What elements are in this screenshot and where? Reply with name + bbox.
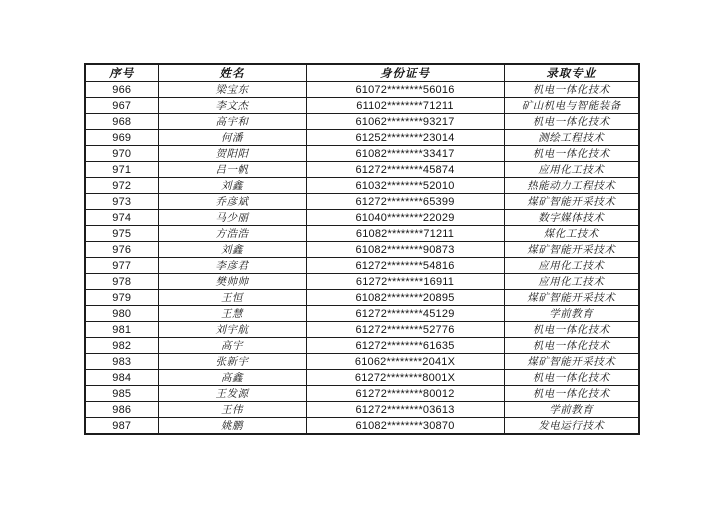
cell-id-number: 61272********03613 bbox=[306, 402, 504, 418]
col-header-major: 录取专业 bbox=[504, 64, 639, 82]
cell-id-number: 61062********93217 bbox=[306, 114, 504, 130]
cell-name: 刘宇航 bbox=[158, 322, 306, 338]
table-row bbox=[85, 306, 639, 322]
cell-serial-no: 986 bbox=[85, 402, 158, 418]
cell-id-number: 61082********20895 bbox=[306, 290, 504, 306]
cell-serial-no: 971 bbox=[85, 162, 158, 178]
cell-id-number: 61040********22029 bbox=[306, 210, 504, 226]
cell-name: 贺阳阳 bbox=[158, 146, 306, 162]
cell-name: 姚鹏 bbox=[158, 418, 306, 435]
table-body bbox=[85, 82, 639, 435]
cell-name: 方浩浩 bbox=[158, 226, 306, 242]
cell-name: 吕一帆 bbox=[158, 162, 306, 178]
cell-name: 高宇 bbox=[158, 338, 306, 354]
table-header-row bbox=[85, 64, 639, 82]
cell-serial-no: 985 bbox=[85, 386, 158, 402]
table-row bbox=[85, 130, 639, 146]
cell-major: 测绘工程技术 bbox=[504, 130, 639, 146]
table-row bbox=[85, 162, 639, 178]
cell-name: 王慧 bbox=[158, 306, 306, 322]
cell-major: 煤矿智能开采技术 bbox=[504, 242, 639, 258]
cell-id-number: 61252********23014 bbox=[306, 130, 504, 146]
cell-id-number: 61272********16911 bbox=[306, 274, 504, 290]
cell-serial-no: 980 bbox=[85, 306, 158, 322]
cell-id-number: 61082********33417 bbox=[306, 146, 504, 162]
cell-major: 机电一体化技术 bbox=[504, 82, 639, 98]
cell-id-number: 61272********61635 bbox=[306, 338, 504, 354]
cell-name: 张新宇 bbox=[158, 354, 306, 370]
cell-name: 马少丽 bbox=[158, 210, 306, 226]
cell-name: 王发源 bbox=[158, 386, 306, 402]
cell-name: 王恒 bbox=[158, 290, 306, 306]
cell-name: 李彦君 bbox=[158, 258, 306, 274]
cell-major: 机电一体化技术 bbox=[504, 386, 639, 402]
cell-major: 煤化工技术 bbox=[504, 226, 639, 242]
cell-major: 矿山机电与智能装备 bbox=[504, 98, 639, 114]
cell-id-number: 61272********54816 bbox=[306, 258, 504, 274]
cell-id-number: 61032********52010 bbox=[306, 178, 504, 194]
cell-major: 应用化工技术 bbox=[504, 258, 639, 274]
cell-name: 高鑫 bbox=[158, 370, 306, 386]
cell-serial-no: 969 bbox=[85, 130, 158, 146]
table-row bbox=[85, 322, 639, 338]
cell-name: 刘鑫 bbox=[158, 178, 306, 194]
cell-id-number: 61082********90873 bbox=[306, 242, 504, 258]
table-row bbox=[85, 82, 639, 98]
cell-major: 应用化工技术 bbox=[504, 274, 639, 290]
cell-id-number: 61062********2041X bbox=[306, 354, 504, 370]
table-row bbox=[85, 338, 639, 354]
cell-name: 樊帅帅 bbox=[158, 274, 306, 290]
cell-serial-no: 983 bbox=[85, 354, 158, 370]
cell-serial-no: 979 bbox=[85, 290, 158, 306]
table-row bbox=[85, 226, 639, 242]
table-row bbox=[85, 146, 639, 162]
table-row bbox=[85, 194, 639, 210]
cell-major: 学前教育 bbox=[504, 306, 639, 322]
cell-id-number: 61272********8001X bbox=[306, 370, 504, 386]
cell-id-number: 61272********65399 bbox=[306, 194, 504, 210]
cell-name: 刘鑫 bbox=[158, 242, 306, 258]
cell-major: 煤矿智能开采技术 bbox=[504, 354, 639, 370]
cell-name: 梁宝东 bbox=[158, 82, 306, 98]
cell-major: 煤矿智能开采技术 bbox=[504, 194, 639, 210]
cell-serial-no: 982 bbox=[85, 338, 158, 354]
cell-serial-no: 984 bbox=[85, 370, 158, 386]
cell-serial-no: 987 bbox=[85, 418, 158, 435]
cell-serial-no: 973 bbox=[85, 194, 158, 210]
cell-major: 机电一体化技术 bbox=[504, 146, 639, 162]
cell-id-number: 61102********71211 bbox=[306, 98, 504, 114]
cell-major: 数字媒体技术 bbox=[504, 210, 639, 226]
cell-serial-no: 966 bbox=[85, 82, 158, 98]
cell-id-number: 61082********71211 bbox=[306, 226, 504, 242]
cell-serial-no: 975 bbox=[85, 226, 158, 242]
table-row bbox=[85, 210, 639, 226]
cell-id-number: 61082********30870 bbox=[306, 418, 504, 435]
cell-serial-no: 981 bbox=[85, 322, 158, 338]
table-row bbox=[85, 178, 639, 194]
cell-serial-no: 978 bbox=[85, 274, 158, 290]
cell-id-number: 61272********52776 bbox=[306, 322, 504, 338]
cell-id-number: 61272********80012 bbox=[306, 386, 504, 402]
cell-serial-no: 974 bbox=[85, 210, 158, 226]
cell-serial-no: 968 bbox=[85, 114, 158, 130]
cell-major: 应用化工技术 bbox=[504, 162, 639, 178]
cell-major: 煤矿智能开采技术 bbox=[504, 290, 639, 306]
table-row bbox=[85, 242, 639, 258]
table-row bbox=[85, 98, 639, 114]
cell-serial-no: 972 bbox=[85, 178, 158, 194]
table-row bbox=[85, 274, 639, 290]
cell-serial-no: 967 bbox=[85, 98, 158, 114]
cell-major: 学前教育 bbox=[504, 402, 639, 418]
cell-id-number: 61272********45874 bbox=[306, 162, 504, 178]
table-row bbox=[85, 354, 639, 370]
cell-id-number: 61272********45129 bbox=[306, 306, 504, 322]
cell-name: 高宇和 bbox=[158, 114, 306, 130]
cell-serial-no: 970 bbox=[85, 146, 158, 162]
col-header-name: 姓名 bbox=[158, 64, 306, 82]
table-row bbox=[85, 370, 639, 386]
cell-name: 何潘 bbox=[158, 130, 306, 146]
cell-major: 机电一体化技术 bbox=[504, 114, 639, 130]
table-row bbox=[85, 258, 639, 274]
table-row bbox=[85, 114, 639, 130]
table-row bbox=[85, 386, 639, 402]
cell-serial-no: 976 bbox=[85, 242, 158, 258]
cell-name: 李文杰 bbox=[158, 98, 306, 114]
cell-name: 乔彦斌 bbox=[158, 194, 306, 210]
table-row bbox=[85, 418, 639, 435]
cell-major: 机电一体化技术 bbox=[504, 322, 639, 338]
admission-roster-table bbox=[84, 63, 640, 435]
cell-major: 机电一体化技术 bbox=[504, 338, 639, 354]
cell-major: 发电运行技术 bbox=[504, 418, 639, 435]
col-header-serial-no: 序号 bbox=[85, 64, 158, 82]
cell-serial-no: 977 bbox=[85, 258, 158, 274]
cell-id-number: 61072********56016 bbox=[306, 82, 504, 98]
table-row bbox=[85, 290, 639, 306]
col-header-id-number: 身份证号 bbox=[306, 64, 504, 82]
table-row bbox=[85, 402, 639, 418]
cell-major: 热能动力工程技术 bbox=[504, 178, 639, 194]
cell-name: 王伟 bbox=[158, 402, 306, 418]
cell-major: 机电一体化技术 bbox=[504, 370, 639, 386]
